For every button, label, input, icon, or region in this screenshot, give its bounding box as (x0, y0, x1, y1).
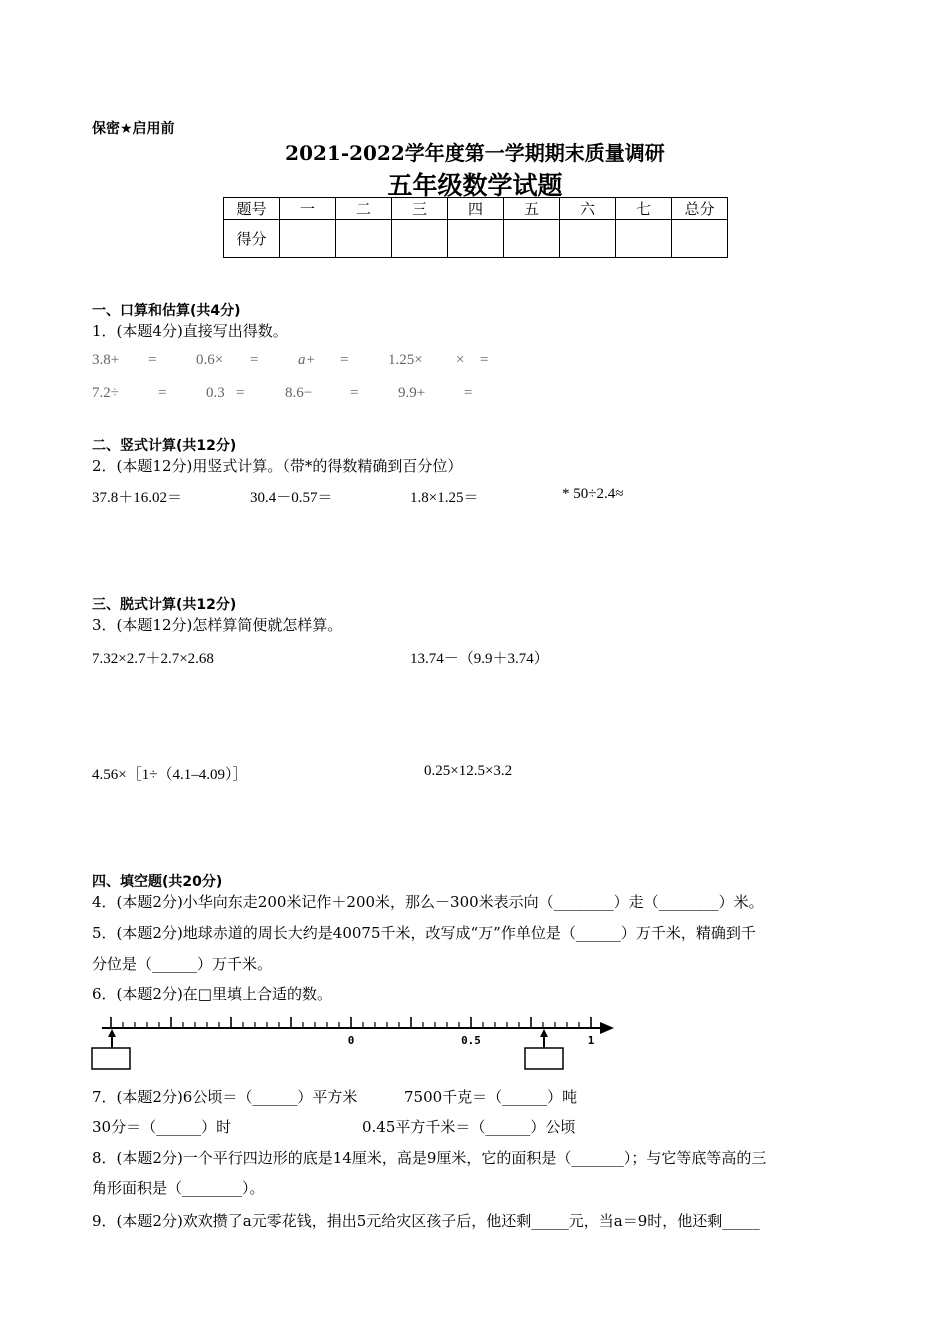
oral-equals: = (480, 352, 489, 368)
number-line-figure (88, 1008, 618, 1076)
question-6: 6．(本题2分)在□里填上合适的数。 (92, 985, 332, 1003)
score-cell[interactable] (616, 220, 672, 258)
score-table-header-row (224, 198, 728, 220)
vertical-calc-item: * 50÷2.4≈ (562, 486, 624, 502)
score-header-cell: 七 (616, 198, 672, 220)
oral-expr: 0.6× (196, 352, 224, 368)
question-7-part-b: 7500千克＝（______）吨 (404, 1088, 578, 1106)
confidential-label: 保密★启用前 (92, 121, 175, 137)
vertical-calc-item: 37.8＋16.02＝ (92, 490, 183, 506)
score-header-cell: 四 (448, 198, 504, 220)
oral-expr: 9.9+ (398, 385, 426, 401)
oral-expr: 8.6− (285, 385, 313, 401)
section-4-title: 四、填空题(共20分) (92, 874, 223, 890)
score-cell[interactable] (336, 220, 392, 258)
score-cell[interactable] (448, 220, 504, 258)
pointer-arrowhead-left (108, 1029, 116, 1037)
oral-equals: = (148, 352, 157, 368)
oral-equals: = (158, 385, 167, 401)
score-cell[interactable] (392, 220, 448, 258)
question-7-part-d: 0.45平方千米＝（______）公顷 (362, 1118, 576, 1136)
oral-expr: 3.8+ (92, 352, 120, 368)
score-header-cell: 三 (392, 198, 448, 220)
score-header-cell: 一 (280, 198, 336, 220)
oral-equals: = (340, 352, 349, 368)
score-cell[interactable] (280, 220, 336, 258)
oral-equals: = (250, 352, 259, 368)
score-header-cell: 二 (336, 198, 392, 220)
question-3: 3．(本题12分)怎样算简便就怎样算。 (92, 616, 343, 634)
question-8-line-2: 角形面积是（________）。 (92, 1179, 265, 1197)
oral-equals: = (350, 385, 359, 401)
question-7-part-a: 7．(本题2分)6公顷＝（______）平方米 (92, 1088, 358, 1106)
score-cell[interactable] (560, 220, 616, 258)
oral-equals: = (464, 385, 473, 401)
number-line-ticks (111, 1017, 591, 1028)
vertical-calc-item: 1.8×1.25＝ (410, 490, 479, 506)
answer-box-right[interactable] (525, 1048, 563, 1069)
score-table-score-row (224, 220, 728, 258)
number-line-arrowhead (600, 1022, 614, 1034)
question-7-part-c: 30分＝（______）时 (92, 1118, 232, 1136)
score-header-cell: 题号 (224, 198, 280, 220)
question-2: 2．(本题12分)用竖式计算。（带*的得数精确到百分位） (92, 457, 463, 475)
question-5-line-1: 5．(本题2分)地球赤道的周长大约是40075千米，改写成“万”作单位是（______）万千米，精确到千 (92, 924, 756, 942)
oral-expr: 1.25× (388, 352, 423, 368)
score-header-cell: 六 (560, 198, 616, 220)
score-row-label: 得分 (224, 220, 280, 258)
oral-times: × (456, 352, 465, 368)
exam-title: 2021-2022学年度第一学期期末质量调研 (285, 141, 665, 165)
score-cell[interactable] (504, 220, 560, 258)
section-3-title: 三、脱式计算(共12分) (92, 597, 237, 613)
score-header-cell: 总分 (672, 198, 728, 220)
section-2-title: 二、竖式计算(共12分) (92, 438, 237, 454)
question-4: 4．(本题2分)小华向东走200米记作＋200米，那么－300米表示向（________）走（________）米。 (92, 893, 764, 911)
answer-box-left[interactable] (92, 1048, 130, 1069)
number-line-label-zero: 0 (347, 1034, 355, 1047)
vertical-calc-item: 30.4－0.57＝ (250, 490, 333, 506)
question-9: 9．(本题2分)欢欢攒了a元零花钱，捐出5元给灾区孩子后，他还剩_____元，当a＝9时，他还剩_____ (92, 1212, 760, 1230)
number-line-label-one: 1 (587, 1034, 595, 1047)
stepwise-calc-item: 7.32×2.7＋2.7×2.68 (92, 651, 214, 667)
stepwise-calc-item: 4.56×［1÷（4.1–4.09）］ (92, 767, 248, 783)
oral-equals: = (236, 385, 245, 401)
number-line-label-half: 0.5 (461, 1034, 481, 1047)
pointer-arrowhead-right (540, 1029, 548, 1037)
score-table (223, 197, 728, 258)
question-8-line-1: 8．(本题2分)一个平行四边形的底是14厘米，高是9厘米，它的面积是（_______）；与它等底等高的三 (92, 1149, 767, 1167)
stepwise-calc-item: 0.25×12.5×3.2 (424, 763, 513, 779)
score-header-cell: 五 (504, 198, 560, 220)
oral-expr: a+ (298, 352, 316, 368)
question-5-line-2: 分位是（______）万千米。 (92, 955, 273, 973)
stepwise-calc-item: 13.74－（9.9＋3.74） (410, 651, 549, 667)
score-cell[interactable] (672, 220, 728, 258)
oral-expr: 7.2÷ (92, 385, 119, 401)
section-1-title: 一、口算和估算(共4分) (92, 303, 241, 319)
exam-subtitle: 五年级数学试题 (387, 171, 563, 200)
question-1: 1．(本题4分)直接写出得数。 (92, 322, 288, 340)
oral-expr: 0.3 (206, 385, 225, 401)
